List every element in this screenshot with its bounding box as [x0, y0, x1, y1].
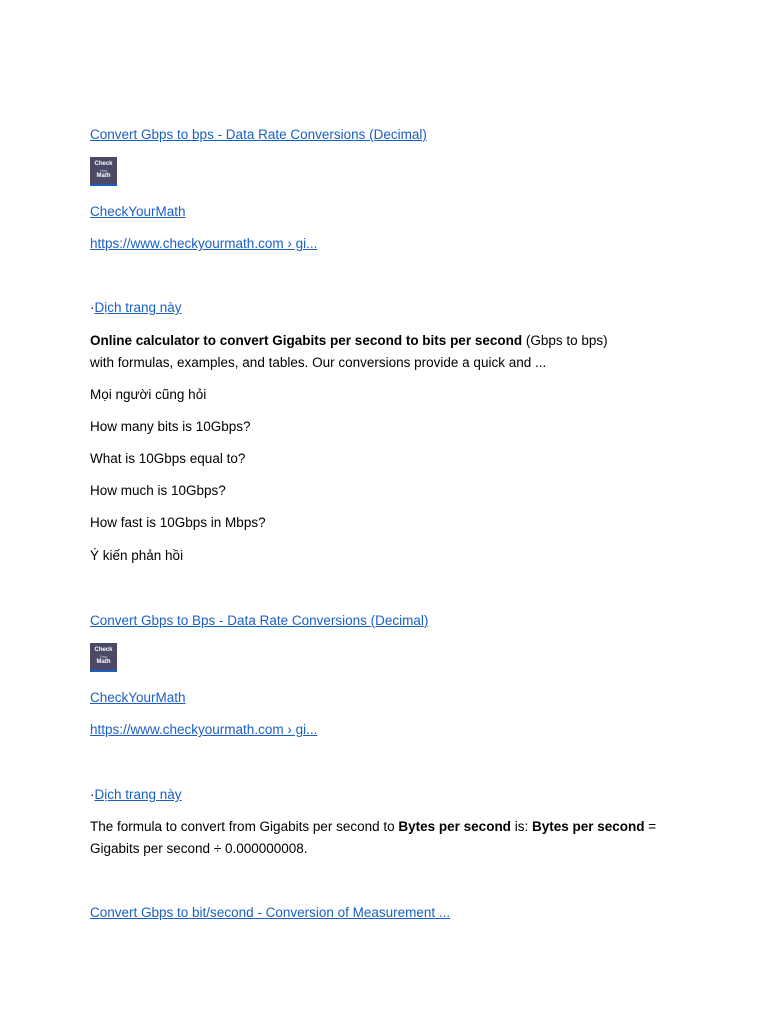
result-1-site-link[interactable]: CheckYourMath — [90, 204, 186, 219]
result-2-snippet — [90, 816, 660, 860]
separator-dot: · — [90, 787, 95, 802]
snippet-text: is: — [510, 819, 532, 834]
logo-text-your: Your — [99, 654, 108, 659]
result-1-translate-row — [90, 297, 182, 319]
question-item[interactable]: What is 10Gbps equal to? — [90, 451, 246, 466]
snippet-bold-text: Bytes per second — [531, 819, 645, 834]
snippet-text: = Gigabits per second ÷ 0.000000008. — [90, 819, 657, 856]
checkyourmath-logo[interactable] — [90, 157, 117, 186]
logo-text-check: Check — [94, 647, 113, 653]
result-1-snippet — [90, 330, 630, 374]
translate-page-link[interactable]: Dịch trang này — [94, 300, 182, 315]
logo-text-math: Math — [96, 173, 111, 179]
snippet-text: The formula to convert from Gigabits per second to — [90, 819, 399, 834]
result-2-site-link[interactable]: CheckYourMath — [90, 690, 186, 705]
logo-text-math: Math — [96, 659, 111, 665]
people-also-ask-heading: Mọi người cũng hỏi — [90, 387, 207, 402]
logo-text-check: Check — [94, 161, 113, 167]
snippet-bold-text: Bytes per second — [398, 819, 511, 834]
result-1-title-link[interactable]: Convert Gbps to bps - Data Rate Conversions (Decimal) — [90, 127, 427, 142]
separator-dot: · — [90, 300, 95, 315]
result-2-title-link[interactable]: Convert Gbps to Bps - Data Rate Conversions (Decimal) — [90, 613, 429, 628]
snippet-text: (Gbps to bps) with formulas, examples, and tables. Our conversions provide a quick and ... — [90, 333, 608, 370]
question-item[interactable]: How many bits is 10Gbps? — [90, 419, 251, 434]
feedback-text[interactable]: Ý kiến phản hồi — [90, 548, 184, 563]
snippet-bold-text: Online calculator to convert Gigabits per second to bits per second — [90, 333, 523, 348]
question-item[interactable]: How fast is 10Gbps in Mbps? — [90, 515, 266, 530]
result-3-title-link[interactable]: Convert Gbps to bit/second - Conversion of Measurement ... — [90, 905, 451, 920]
logo-text-your: Your — [99, 168, 108, 173]
question-item[interactable]: How much is 10Gbps? — [90, 483, 226, 498]
result-1-url-link[interactable]: https://www.checkyourmath.com › gi... — [90, 236, 318, 251]
result-2-translate-row — [90, 784, 182, 806]
result-2-url-link[interactable]: https://www.checkyourmath.com › gi... — [90, 722, 318, 737]
translate-page-link[interactable]: Dịch trang này — [94, 787, 182, 802]
checkyourmath-logo[interactable] — [90, 643, 117, 672]
